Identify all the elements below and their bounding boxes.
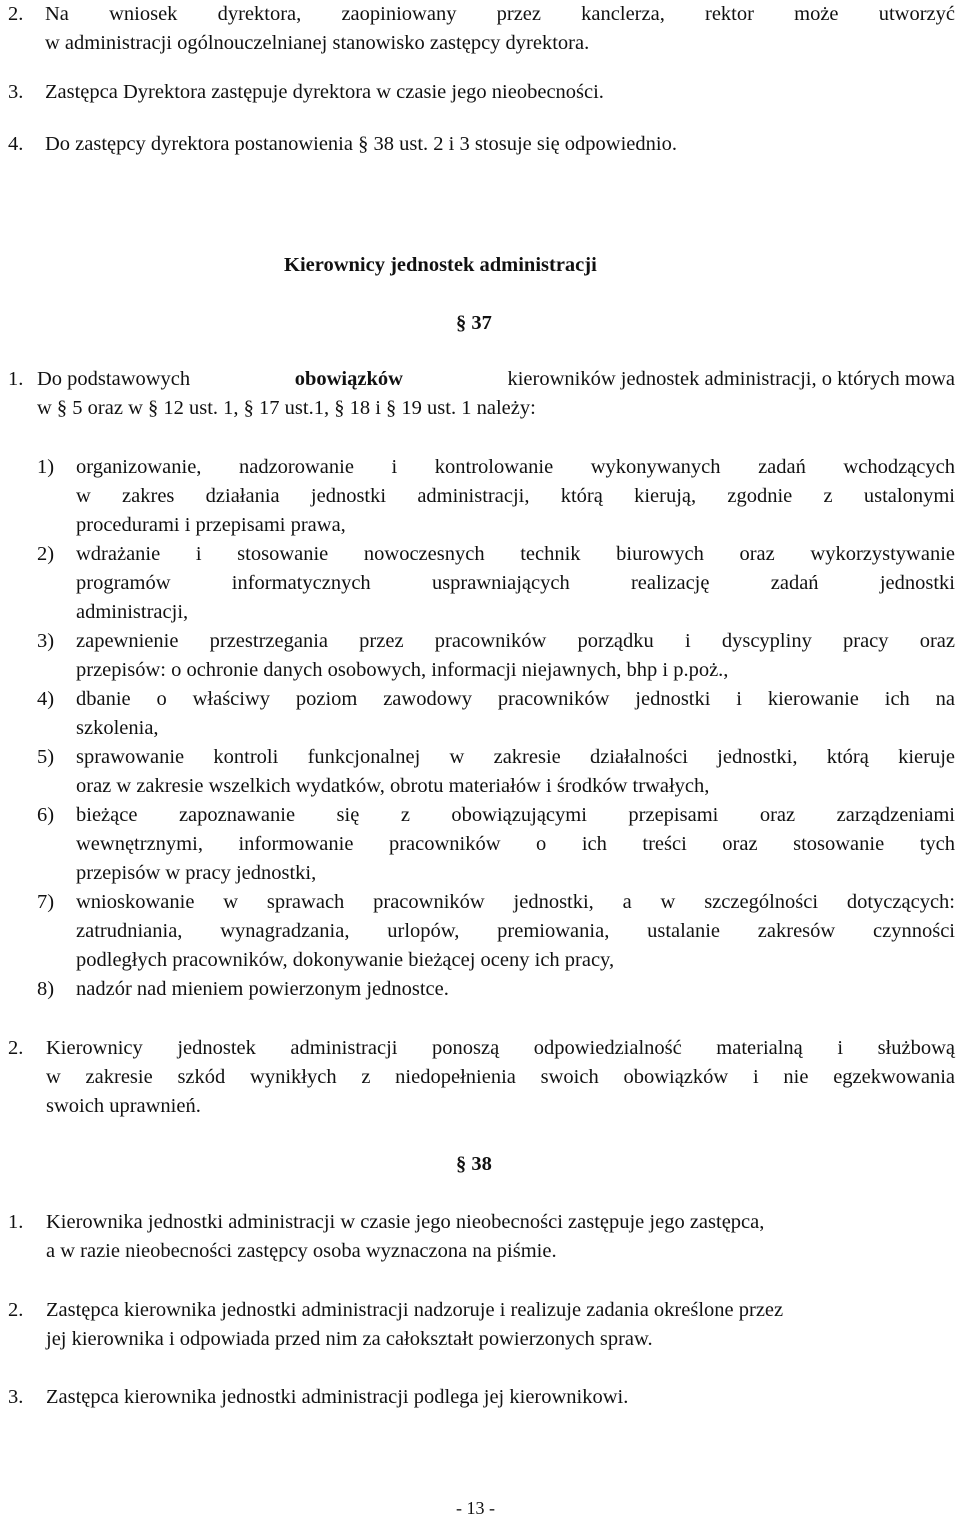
text-line: wnioskowanie w sprawach pracowników jednostki, a w szczególności dotyczących: bbox=[76, 891, 955, 913]
text-line: w § 5 oraz w § 12 ust. 1, § 17 ust.1, § 18 i § 19 ust. 1 należy: bbox=[37, 397, 536, 419]
subitem-number: 1) bbox=[37, 456, 55, 478]
text-line: procedurami i przepisami prawa, bbox=[76, 514, 346, 536]
text-line: podległych pracowników, dokonywanie bieżącej oceny ich pracy, bbox=[76, 949, 615, 971]
text-line: zatrudniania, wynagradzania, urlopów, premiowania, ustalanie zakresów czynności bbox=[76, 920, 955, 942]
subitem-number: 4) bbox=[37, 688, 55, 710]
subitem-number: 7) bbox=[37, 891, 55, 913]
text-line: dbanie o właściwy poziom zawodowy pracowników jednostki i kierowanie ich na bbox=[76, 688, 955, 710]
item-number: 3. bbox=[8, 81, 24, 103]
text-line: administracji, bbox=[76, 601, 189, 623]
text-line: jej kierownika i odpowiada przed nim za całokształt powierzonych spraw. bbox=[46, 1328, 653, 1350]
text-line: wewnętrznymi, informowanie pracowników o ich treści oraz stosowanie tych bbox=[76, 833, 955, 855]
text-line: Do zastępcy dyrektora postanowienia § 38 ust. 2 i 3 stosuje się odpowiednio. bbox=[45, 133, 677, 155]
section-heading: Kierownicy jednostek administracji bbox=[284, 254, 597, 276]
text-line: swoich uprawnień. bbox=[46, 1095, 201, 1117]
text-line: sprawowanie kontroli funkcjonalnej w zakresie działalności jednostki, którą kieruje bbox=[76, 746, 955, 768]
subitem-number: 6) bbox=[37, 804, 55, 826]
text-line: Zastępca Dyrektora zastępuje dyrektora w czasie jego nieobecności. bbox=[45, 81, 604, 103]
text-line: w zakresie szkód wynikłych z niedopełnienia swoich obowiązków i nie egzekwowania bbox=[46, 1066, 955, 1088]
text-segment: kierowników jednostek administracji, o których mowa bbox=[507, 368, 955, 390]
item-number: 3. bbox=[8, 1386, 24, 1408]
text-line: przepisów: o ochronie danych osobowych, informacji niejawnych, bhp i p.poż., bbox=[76, 659, 729, 681]
item-number: 2. bbox=[8, 1037, 24, 1059]
subitem-number: 5) bbox=[37, 746, 55, 768]
paragraph-symbol: § 37 bbox=[456, 312, 492, 334]
text-line: zapewnienie przestrzegania przez pracowników porządku i dyscypliny pracy oraz bbox=[76, 630, 955, 652]
text-line: w administracji ogólnouczelnianej stanowisko zastępcy dyrektora. bbox=[45, 32, 590, 54]
text-line: Zastępca kierownika jednostki administracji podlega jej kierownikowi. bbox=[46, 1386, 629, 1408]
text-line: w zakres działania jednostki administracji, którą kierują, zgodnie z ustalonymi bbox=[76, 485, 955, 507]
item-number: 2. bbox=[8, 3, 24, 25]
page-number: - 13 - bbox=[456, 1498, 495, 1518]
text-line: oraz w zakresie wszelkich wydatków, obrotu materiałów i środków trwałych, bbox=[76, 775, 710, 797]
text-line: szkolenia, bbox=[76, 717, 159, 739]
item-number: 2. bbox=[8, 1299, 24, 1321]
text-line: bieżące zapoznawanie się z obowiązującymi przepisami oraz zarządzeniami bbox=[76, 804, 955, 826]
item-number: 1. bbox=[8, 1211, 24, 1233]
item-number: 4. bbox=[8, 133, 24, 155]
subitem-number: 3) bbox=[37, 630, 55, 652]
bold-term: obowiązków bbox=[294, 368, 403, 390]
item-number: 1. bbox=[8, 368, 24, 390]
text-line: Zastępca kierownika jednostki administracji nadzoruje i realizuje zadania określone przez bbox=[46, 1299, 784, 1321]
text-line: organizowanie, nadzorowanie i kontrolowanie wykonywanych zadań wchodzących bbox=[76, 456, 955, 478]
text-line: Kierownicy jednostek administracji ponoszą odpowiedzialność materialną i służbową bbox=[46, 1037, 955, 1059]
subitem-number: 8) bbox=[37, 978, 55, 1000]
text-segment: Do podstawowych bbox=[37, 368, 191, 390]
text-line: programów informatycznych usprawniających realizację zadań jednostki bbox=[76, 572, 955, 594]
text-line: wdrażanie i stosowanie nowoczesnych technik biurowych oraz wykorzystywanie bbox=[76, 543, 955, 565]
text-line: Na wniosek dyrektora, zaopiniowany przez kanclerza, rektor może utworzyć bbox=[45, 3, 955, 25]
text-line: a w razie nieobecności zastępcy osoba wyznaczona na piśmie. bbox=[46, 1240, 557, 1262]
text-line bbox=[37, 365, 955, 394]
paragraph-symbol: § 38 bbox=[456, 1153, 492, 1175]
text-line: nadzór nad mieniem powierzonym jednostce. bbox=[76, 978, 449, 1000]
text-line: Kierownika jednostki administracji w czasie jego nieobecności zastępuje jego zastępca, bbox=[46, 1211, 765, 1233]
subitem-number: 2) bbox=[37, 543, 55, 565]
text-line: przepisów w pracy jednostki, bbox=[76, 862, 317, 884]
